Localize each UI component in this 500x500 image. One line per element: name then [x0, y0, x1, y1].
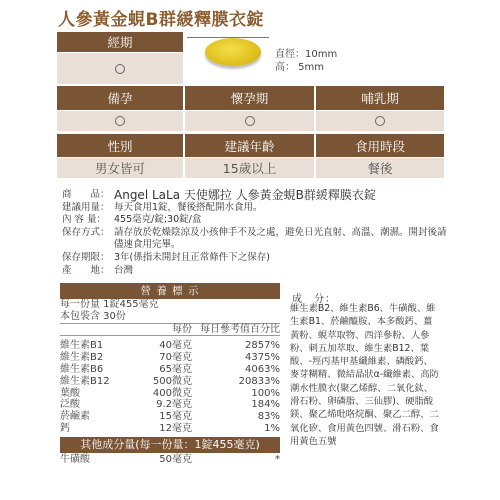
- nutrient-amount: 65毫克: [159, 363, 192, 375]
- nutrient-name: 葉酸: [60, 387, 80, 399]
- nutrient-amount: 9.2毫克: [156, 399, 192, 411]
- circle-mark-icon: [375, 116, 385, 126]
- info-volume-value: 455毫克/錠;30錠/盒: [114, 214, 202, 226]
- nutrient-row: [60, 423, 280, 435]
- info-shelf-value: 3年(係指未開封且正常條件下之保存): [114, 251, 270, 263]
- nutrient-amount: 500微克: [152, 375, 192, 387]
- circle-mark-icon: [115, 64, 125, 74]
- nutrient-amount: 40毫克: [159, 340, 192, 352]
- tablet-diagram: [185, 32, 444, 84]
- other-nutrient-rows: [60, 453, 280, 467]
- nutrition-header: 營 養 標 示: [60, 283, 280, 299]
- info-storage-label: 保存方式：: [62, 226, 110, 238]
- nutrient-name: 維生素B1: [60, 340, 104, 352]
- product-info: [62, 189, 452, 277]
- header-age: 建議年齡: [185, 134, 314, 157]
- header-timing: 食用時段: [316, 134, 444, 157]
- circle-mark-icon: [115, 116, 125, 126]
- info-volume: [62, 214, 452, 227]
- value-lactation: [316, 111, 444, 131]
- nutrient-row: [60, 399, 280, 411]
- nutrient-daily-percent: *: [275, 453, 280, 465]
- nutrient-daily-percent: 20833%: [238, 375, 280, 387]
- nutrient-amount: 50毫克: [159, 453, 192, 465]
- info-usage-label: 建議用量：: [62, 201, 110, 213]
- nutrient-row: [60, 388, 280, 400]
- nutrient-daily-percent: 4063%: [245, 363, 280, 375]
- nutrition-table: [60, 283, 280, 467]
- info-shelf-label: 保存期限：: [62, 251, 110, 263]
- tablet-height: 高： 5mm: [275, 62, 325, 73]
- product-title: 人參黃金蜆B群緩釋膜衣錠: [58, 10, 264, 30]
- nutrient-name: 牛磺酸: [60, 453, 90, 465]
- shape-value: [57, 53, 183, 84]
- value-timing: 餐後: [316, 158, 444, 178]
- nutrient-daily-percent: 184%: [251, 399, 280, 411]
- info-usage-value: 每天食用1錠，餐後搭配開水食用。: [114, 201, 263, 213]
- nutrient-name: 鈣: [60, 422, 70, 434]
- other-nutrients-header: 其他成分量(每一份量：1錠455毫克): [60, 437, 280, 453]
- info-origin-label: 產 地：: [62, 264, 110, 276]
- value-age: 15歲以上: [185, 158, 314, 178]
- nutrient-row: [60, 340, 280, 352]
- nutrition-serving: 每一份量 1錠455毫克: [60, 299, 159, 310]
- nutrient-row: [60, 453, 280, 467]
- ingredients-label: 成 分：: [292, 294, 336, 305]
- nutrient-row: [60, 376, 280, 388]
- tablet-image: [205, 38, 261, 66]
- header-gender: 性別: [57, 134, 183, 157]
- ingredients-text: 維生素B2、維生素B6、牛磺酸、維生素B1、菸鹼醯胺、本多酸鈣、薑黃粉、蜆萃取物、西洋參粉、人參粉、刺五加萃取、維生素B12、葉酸、-羥丙基甲基纖維素、磷酸鈣、麥芽糊精、微結晶狀α-纖維素、高防潮水性膜衣(聚乙烯醇、二氧化鈦、滑石粉、卵磷脂、三仙膠)、硬脂酸鎂、聚乙烯吡咯烷酮、聚乙二醇、二氧化矽、食用黃色四號、滑石粉、食用黃色五號: [290, 303, 439, 447]
- value-pre-pregnancy: [57, 111, 183, 131]
- nutrient-row: [60, 352, 280, 364]
- info-storage-value: 請存放於乾燥陰涼及小孩伸手不及之處，避免日光直射、高溫、潮濕。開封後請儘速食用完畢。: [114, 226, 447, 251]
- info-usage: [62, 202, 452, 215]
- info-origin-value: 台灣: [114, 264, 134, 276]
- nutrition-servings-per-pack: 本包裝含 30份: [60, 310, 126, 322]
- info-origin: [62, 265, 452, 278]
- header-pre-pregnancy: 備孕: [57, 86, 183, 110]
- nutrient-daily-percent: 4375%: [245, 352, 280, 364]
- column-per-serving: 每份: [172, 323, 192, 335]
- value-pregnancy: [185, 111, 314, 131]
- nutrient-name: 維生素B6: [60, 363, 104, 375]
- nutrient-name: 泛酸: [60, 399, 80, 411]
- nutrient-row: [60, 364, 280, 376]
- nutrition-rows: [60, 340, 280, 434]
- value-gender: 男女皆可: [57, 158, 183, 178]
- circle-mark-icon: [245, 116, 255, 126]
- header-pregnancy: 懷孕期: [185, 86, 314, 110]
- header-lactation: 哺乳期: [316, 86, 444, 110]
- info-shelf-life: [62, 252, 452, 265]
- nutrient-row: [60, 411, 280, 423]
- nutrient-daily-percent: 2857%: [245, 340, 280, 352]
- nutrient-name: 菸鹼素: [60, 411, 90, 423]
- info-product-value: Angel LaLa 天使娜拉 人參黃金蜆B群緩釋膜衣錠: [114, 188, 376, 202]
- nutrition-columns: [60, 323, 280, 336]
- info-product: [62, 189, 452, 202]
- dimension-line: [187, 37, 269, 40]
- nutrient-amount: 70毫克: [159, 352, 192, 364]
- nutrient-daily-percent: 1%: [264, 422, 280, 434]
- column-daily-value: 每日參考值百分比: [200, 323, 280, 335]
- nutrient-name: 維生素B2: [60, 352, 104, 364]
- info-product-label: 商 品：: [62, 189, 110, 200]
- nutrient-amount: 15毫克: [159, 411, 192, 423]
- shape-header: 經期: [57, 32, 183, 52]
- tablet-diameter: 直徑：10mm: [275, 49, 338, 60]
- info-storage: [62, 227, 452, 252]
- nutrient-daily-percent: 100%: [251, 387, 280, 399]
- nutrient-name: 維生素B12: [60, 375, 110, 387]
- nutrient-amount: 400微克: [152, 387, 192, 399]
- nutrient-daily-percent: 83%: [257, 411, 280, 423]
- nutrient-amount: 12毫克: [159, 422, 192, 434]
- info-volume-label: 內 容 量：: [62, 214, 107, 226]
